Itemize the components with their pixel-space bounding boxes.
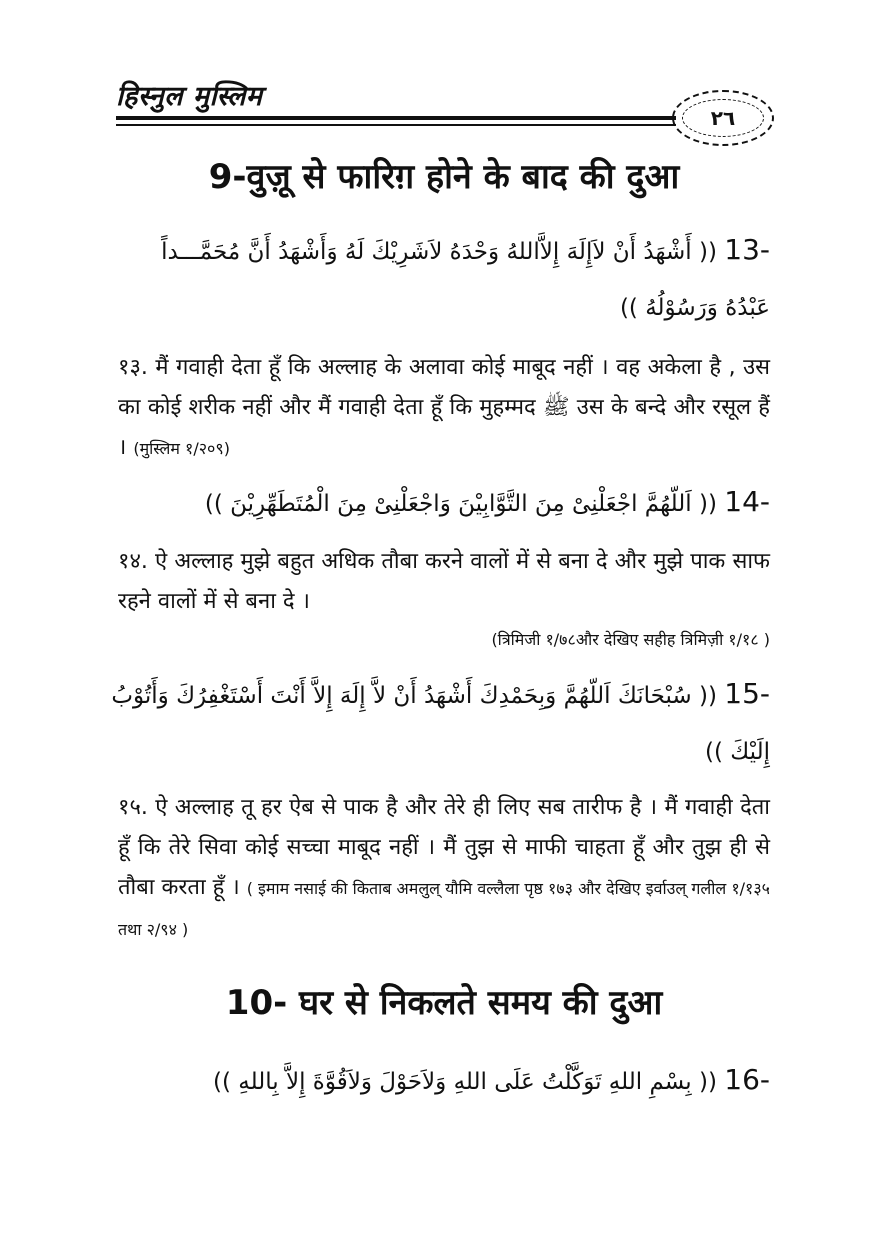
dua-15-translation-text: १५. ऐ अल्लाह तू हर ऐब से पाक है और तेरे ही लिए सब तारीफ है । मैं गवाही देता हूँ कि तेरे सिवा कोई सच्चा माबूद नहीं । मैं तुझ से माफी चाहता हूँ और तुझ ही से तौबा करता हूँ ।: [118, 795, 770, 900]
dua-15-reference: ( इमाम नसाई की किताब अमलुल् यौमि वल्लैला पृष्ठ १७३ और देखिए इर्वाउल् गलील १/१३५ तथा २/९४ ): [118, 879, 770, 939]
section-heading-9: 9-वुज़ू से फारिग़ होने के बाद की दुआ: [208, 157, 680, 197]
dua-13-number: 13-: [724, 233, 770, 266]
page-header: [116, 76, 778, 146]
page-number: ٢٦: [682, 99, 764, 137]
header-rule-thick: [116, 116, 676, 120]
dua-13-arabic: [110, 222, 770, 336]
header-rule-thin: [116, 124, 676, 126]
dua-15-number: 15-: [724, 677, 770, 710]
dua-16-arabic: [110, 1052, 770, 1110]
book-title: हिस्नुल मुस्लिम: [116, 81, 263, 112]
dua-13-translation-text: १३. मैं गवाही देता हूँ कि अल्लाह के अलावा कोई माबूद नहीं । वह अकेला है , उस का कोई शरीक नहीं और मैं गवाही देता हूँ कि मुहम्मद ﷺ उस के बन्दे और रसूल हैं ।: [118, 355, 770, 460]
dua-15-arabic: [110, 666, 770, 780]
dua-14-arabic-text: (( اَللّهُمَّ اجْعَلْنِىْ مِنَ التَّوَّابِيْنَ وَاجْعَلْنِىْ مِنَ الْمُتَطَهِّرِيْنَ )): [204, 491, 717, 517]
dua-14-number: 14-: [724, 485, 770, 518]
dua-15-arabic-text: (( سُبْحَانَكَ اَللّهُمَّ وَبِحَمْدِكَ أَشْهَدُ أَنْ لاَّ إِلَهَ إِلاَّ أَنْتَ أَسْتَغْفِرُكَ وَأَتُوْبُ إِلَيْكَ )): [111, 683, 770, 765]
page-number-badge: [672, 90, 774, 146]
dua-16-number: 16-: [724, 1063, 770, 1096]
dua-14-translation-text: १४. ऐ अल्लाह मुझे बहुत अधिक तौबा करने वालों में से बना दे और मुझे पाक साफ रहने वालों में से बना दे ।: [118, 549, 770, 614]
dua-13-reference: (मुस्लिम १/२०९): [133, 439, 230, 458]
dua-14-translation: [118, 542, 770, 622]
section-heading-10: 10- घर से निकलते समय की दुआ: [225, 983, 663, 1023]
dua-15-translation: [118, 788, 770, 950]
dua-14-reference: (त्रिमिजी १/७८और देखिए सहीह त्रिमिज़ी १/१८ ): [491, 630, 770, 649]
dua-13-arabic-text: (( أَشْهَدُ أَنْ لاَإِلَهَ إِلاَّاللهُ وَحْدَهُ لاَشَرِيْكَ لَهُ وَأَشْهَدُ أَنَّ مُحَمَّـــداً عَبْدُهُ وَرَسُوْلُهُ )): [161, 239, 770, 321]
dua-14-arabic: [110, 474, 770, 532]
dua-16-arabic-text: (( بِسْمِ اللهِ تَوَكَّلْتُ عَلَى اللهِ وَلاَحَوْلَ وَلاَقُوَّةَ إِلاَّ بِاللهِ )): [213, 1069, 717, 1095]
dua-13-translation: [118, 348, 770, 469]
